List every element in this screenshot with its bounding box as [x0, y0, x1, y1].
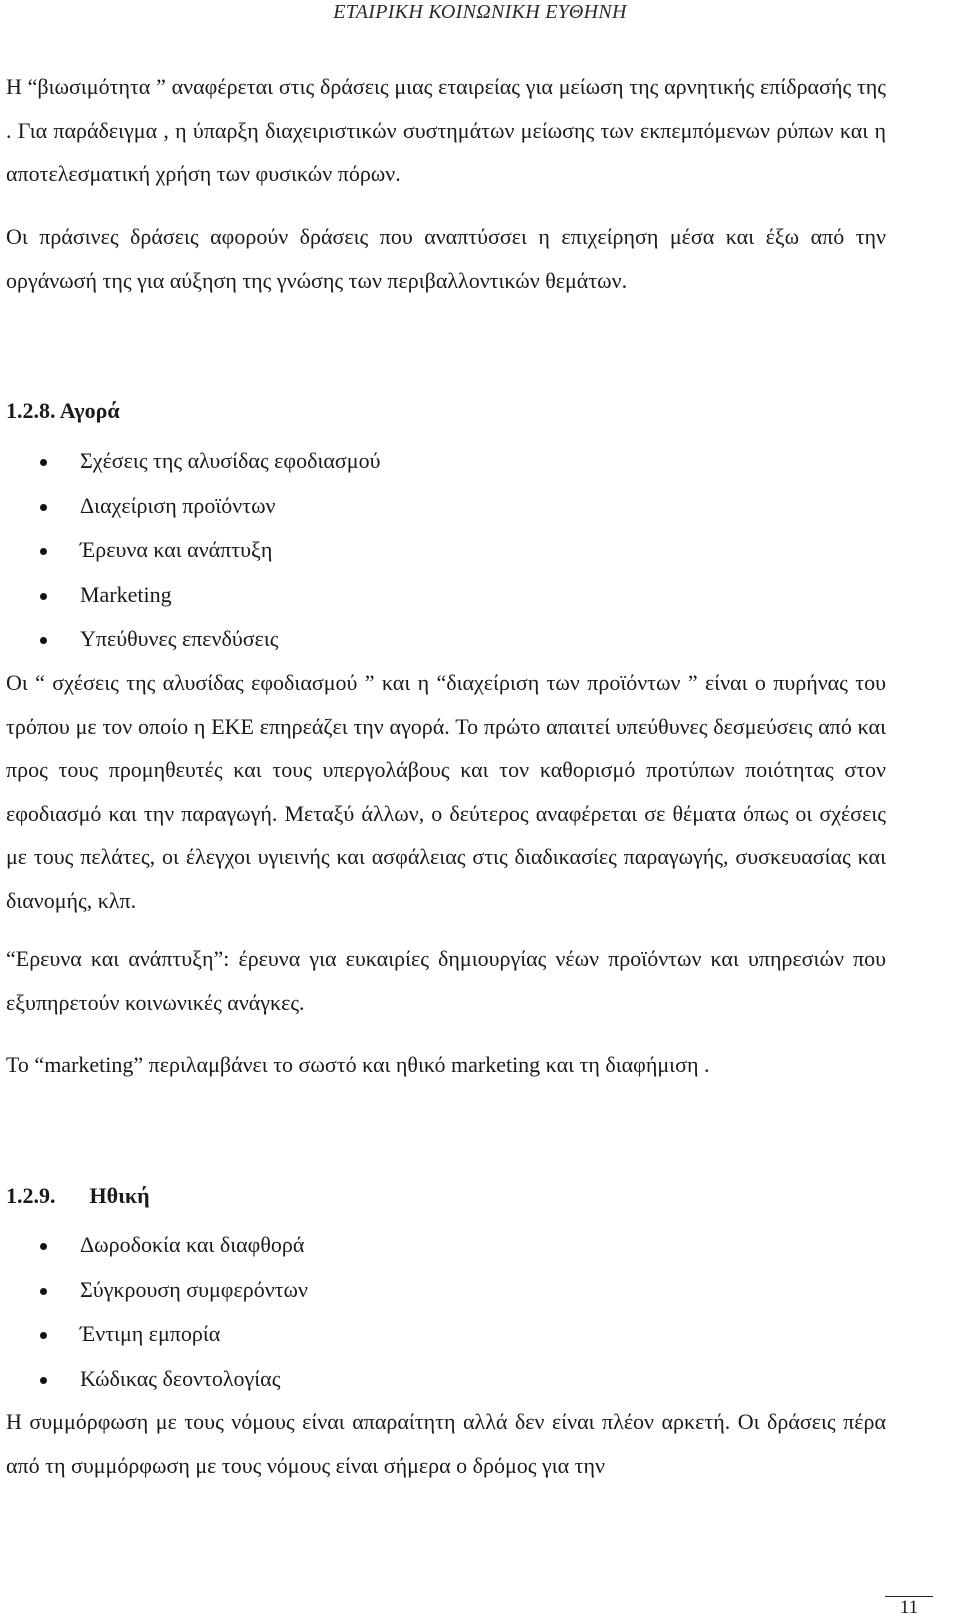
bullet-icon: [40, 593, 47, 600]
list-item: Marketing: [0, 577, 380, 622]
section-heading-market: [6, 396, 120, 426]
bullet-icon: [40, 1288, 47, 1295]
paragraph-research: “Ερευνα και ανάπτυξη”: έρευνα για ευκαιρίες δημιουργίας νέων προϊόντων και υπηρεσιών που εξυπηρετούν κοινωνικές ανάγκες.: [6, 946, 886, 1015]
section-title: Αγορά: [59, 398, 120, 423]
bullet-icon: [40, 548, 47, 555]
page-number: 11: [899, 1597, 919, 1618]
list-item: Διαχείριση προϊόντων: [0, 488, 380, 533]
list-item: Έρευνα και ανάπτυξη: [0, 532, 380, 577]
running-header: ΕΤΑΙΡΙΚΗ ΚΟΙΝΩΝΙΚΗ ΕΥΘΗΝΗ: [333, 1, 627, 23]
market-bullet-list: [0, 443, 380, 666]
bullet-icon: [40, 1332, 47, 1339]
section-number: 1.2.9.: [6, 1183, 56, 1208]
bullet-icon: [40, 1377, 47, 1384]
bullet-icon: [40, 504, 47, 511]
bullet-icon: [40, 459, 47, 466]
bullet-icon: [40, 637, 47, 644]
ethics-bullet-list: [0, 1227, 308, 1405]
paragraph-green-actions: Οι πράσινες δράσεις αφορούν δράσεις που αναπτύσσει η επιχείρηση μέσα και έξω από την οργάνωσή της για αύξηση της γνώσης των περιβαλλοντικών θεμάτων.: [6, 224, 886, 293]
list-item: Δωροδοκία και διαφθορά: [0, 1227, 308, 1272]
section-heading-ethics: [6, 1181, 150, 1211]
paragraph-sustainability: Η “βιωσιμότητα ” αναφέρεται στις δράσεις μιας εταιρείας για μείωση της αρνητικής επίδρασής της . Για παράδειγμα , η ύπαρξη διαχειριστικών συστημάτων μείωσης των εκπεμπόμενων ρύπων και η αποτελεσματική χρήση των φυσικών πόρων.: [6, 74, 886, 186]
paragraph-compliance: Η συμμόρφωση με τους νόμους είναι απαραίτητη αλλά δεν είναι πλέον αρκετή. Οι δράσεις πέρα από τη συμμόρφωση με τους νόμους είναι σήμερα ο δρόμος για την: [6, 1409, 886, 1478]
list-item: Σχέσεις της αλυσίδας εφοδιασμού: [0, 443, 380, 488]
list-item: Έντιμη εμπορία: [0, 1316, 308, 1361]
list-item: Κώδικας δεοντολογίας: [0, 1361, 308, 1406]
list-item: Σύγκρουση συμφερόντων: [0, 1272, 308, 1317]
bullet-icon: [40, 1243, 47, 1250]
paragraph-supply-chain: Οι “ σχέσεις της αλυσίδας εφοδιασμού ” και η “διαχείριση των προϊόντων ” είναι ο πυρήνας του τρόπου με τον οποίο η ΕΚΕ επηρεάζει την αγορά. Το πρώτο απαιτεί υπεύθυνες δεσμεύσεις από και προς τους προμηθευτές και τους υπεργολάβους και τον καθορισμό προτύπων ποιότητας στον εφοδιασμό και την παραγωγή. Μεταξύ άλλων, ο δεύτερος αναφέρεται σε θέματα όπως οι σχέσεις με τους πελάτες, οι έλεγχοι υγιεινής και ασφάλειας στις διαδικασίες παραγωγής, συσκευασίας και διανομής, κλπ.: [6, 670, 886, 913]
section-number: 1.2.8.: [6, 398, 56, 423]
paragraph-marketing: Το “marketing” περιλαμβάνει το σωστό και ηθικό marketing και τη διαφήμιση .: [6, 1052, 710, 1077]
section-title: Ηθική: [89, 1183, 150, 1208]
list-item: Υπεύθυνες επενδύσεις: [0, 621, 380, 666]
